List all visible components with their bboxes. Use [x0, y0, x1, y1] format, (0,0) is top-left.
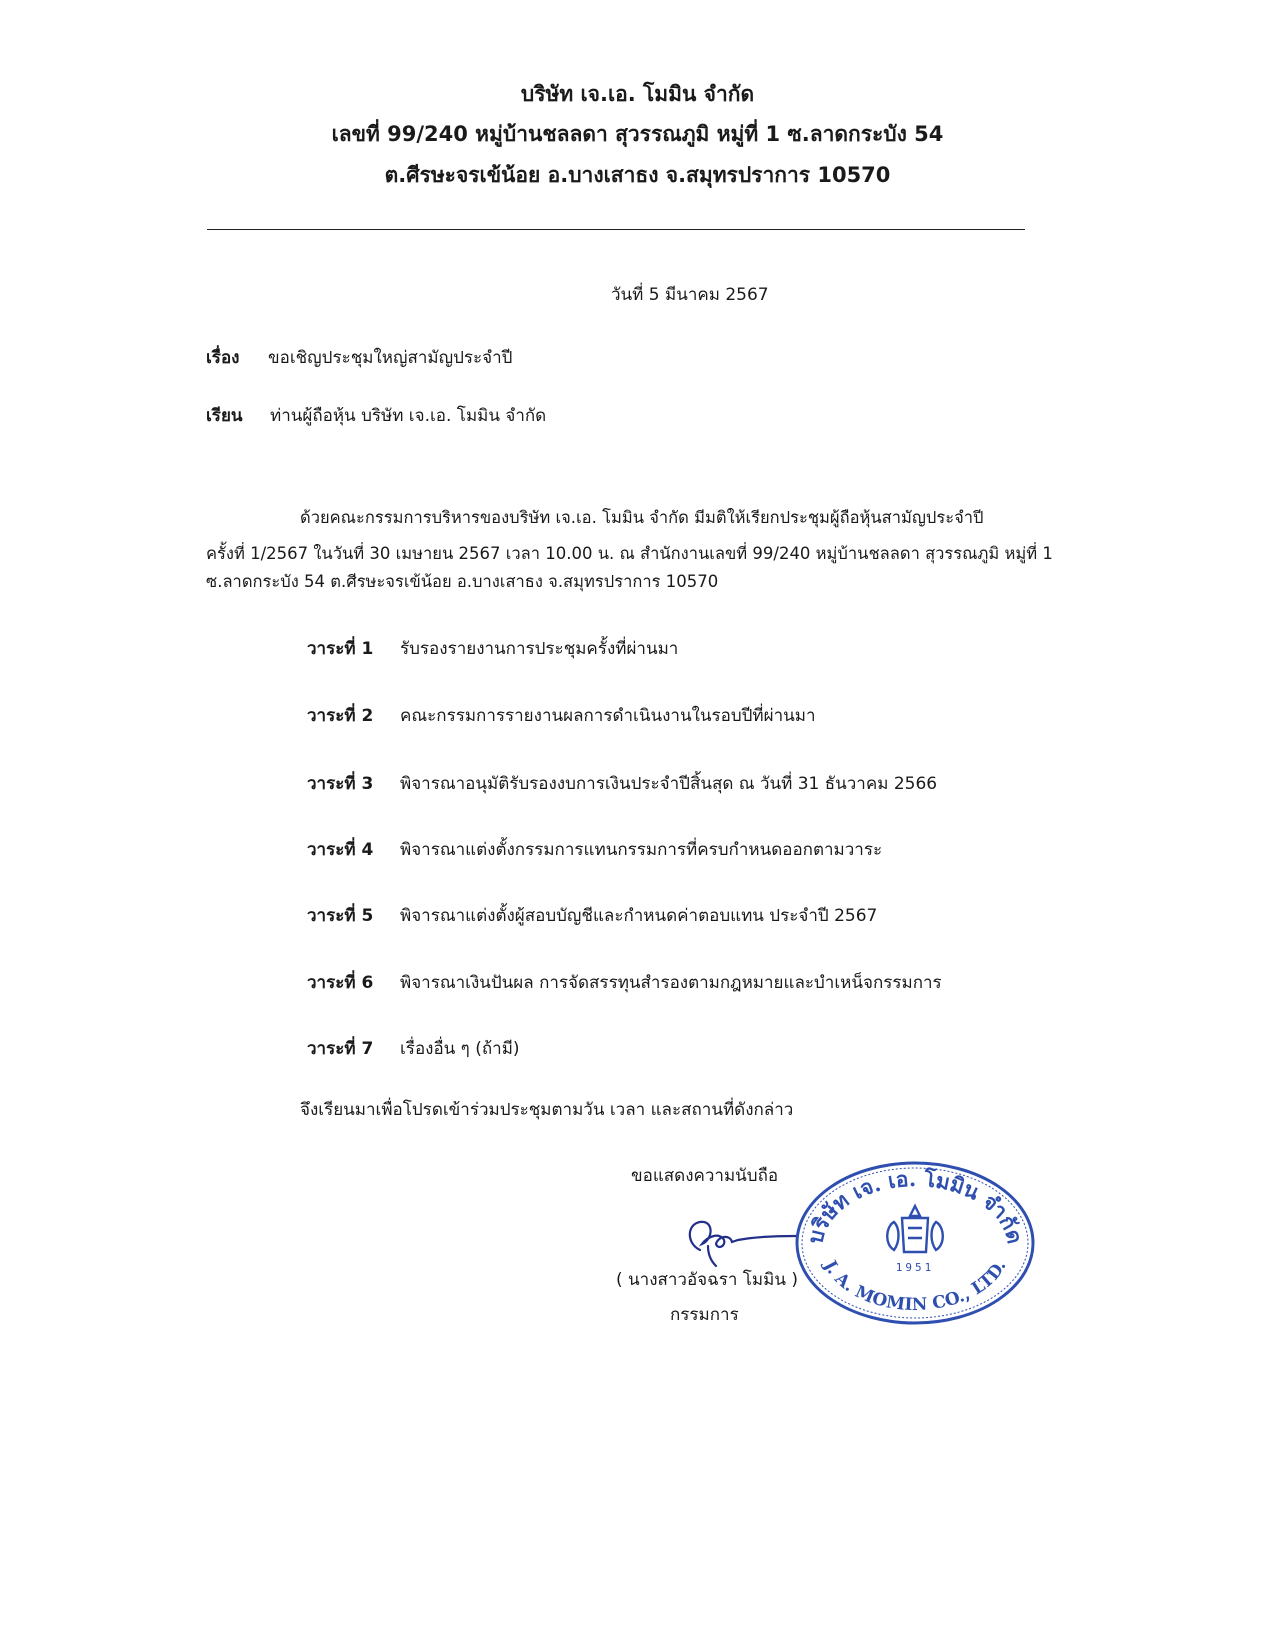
seal-bottom-text: J. A. MOMIN CO., LTD. — [819, 1257, 1011, 1316]
closing-line: จึงเรียนมาเพื่อโปรดเข้าร่วมประชุมตามวัน เวลา และสถานที่ดังกล่าว — [300, 1100, 794, 1120]
seal-top-text: บริษัท เจ. เอ. โมมิน จำกัด — [802, 1165, 1028, 1247]
agenda-text: รับรองรายงานการประชุมครั้งที่ผ่านมา — [400, 639, 679, 659]
addressee-label: เรียน — [206, 406, 243, 426]
company-seal-icon — [790, 1158, 1040, 1328]
agenda-label: วาระที่ 6 — [307, 973, 374, 993]
agenda-text: พิจารณาเงินปันผล การจัดสรรทุนสำรองตามกฎหมายและบำเหน็จกรรมการ — [400, 973, 942, 993]
letter-date: วันที่ 5 มีนาคม 2567 — [611, 285, 769, 305]
agenda-label: วาระที่ 7 — [307, 1039, 374, 1059]
address-line-2: ต.ศีรษะจรเข้น้อย อ.บางเสาธง จ.สมุทรปราการ 10570 — [384, 163, 891, 187]
addressee-text: ท่านผู้ถือหุ้น บริษัท เจ.เอ. โมมิน จำกัด — [270, 406, 547, 426]
body-line-1: ด้วยคณะกรรมการบริหารของบริษัท เจ.เอ. โมมิน จำกัด มีมติให้เรียกประชุมผู้ถือหุ้นสามัญประจำปี — [300, 508, 984, 527]
agenda-text: พิจารณาแต่งตั้งผู้สอบบัญชีและกำหนดค่าตอบแทน ประจำปี 2567 — [400, 906, 878, 926]
agenda-text: พิจารณาแต่งตั้งกรรมการแทนกรรมการที่ครบกำหนดออกตามวาระ — [400, 840, 883, 860]
agenda-text: คณะกรรมการรายงานผลการดำเนินงานในรอบปีที่ผ่านมา — [400, 706, 816, 726]
agenda-label: วาระที่ 5 — [307, 906, 374, 926]
header-divider — [207, 229, 1025, 230]
seal-year: 1951 — [895, 1261, 935, 1274]
agenda-label: วาระที่ 4 — [307, 840, 374, 860]
agenda-text: พิจารณาอนุมัติรับรองงบการเงินประจำปีสิ้นสุด ณ วันที่ 31 ธันวาคม 2566 — [400, 774, 938, 794]
subject-label: เรื่อง — [206, 348, 240, 368]
agenda-text: เรื่องอื่น ๆ (ถ้ามี) — [400, 1039, 520, 1059]
body-line-3: ซ.ลาดกระบัง 54 ต.ศีรษะจรเข้น้อย อ.บางเสาธง จ.สมุทรปราการ 10570 — [206, 572, 719, 591]
address-line-1: เลขที่ 99/240 หมู่บ้านชลลดา สุวรรณภูมิ หมู่ที่ 1 ซ.ลาดกระบัง 54 — [331, 122, 944, 146]
signatory-name: ( นางสาวอัจฉรา โมมิน ) — [616, 1270, 799, 1290]
signatory-position: กรรมการ — [670, 1305, 739, 1325]
agenda-label: วาระที่ 3 — [307, 774, 374, 794]
regards-text: ขอแสดงความนับถือ — [631, 1166, 779, 1186]
signature-icon — [678, 1210, 798, 1270]
body-line-2: ครั้งที่ 1/2567 ในวันที่ 30 เมษายน 2567 เวลา 10.00 น. ณ สำนักงานเลขที่ 99/240 หมู่บ้านชลลดา สุวรรณภูมิ หมู่ที่ 1 — [206, 544, 1053, 563]
company-name: บริษัท เจ.เอ. โมมิน จำกัด — [520, 82, 755, 106]
agenda-label: วาระที่ 2 — [307, 706, 374, 726]
subject-text: ขอเชิญประชุมใหญ่สามัญประจำปี — [268, 348, 513, 368]
agenda-label: วาระที่ 1 — [307, 639, 374, 659]
